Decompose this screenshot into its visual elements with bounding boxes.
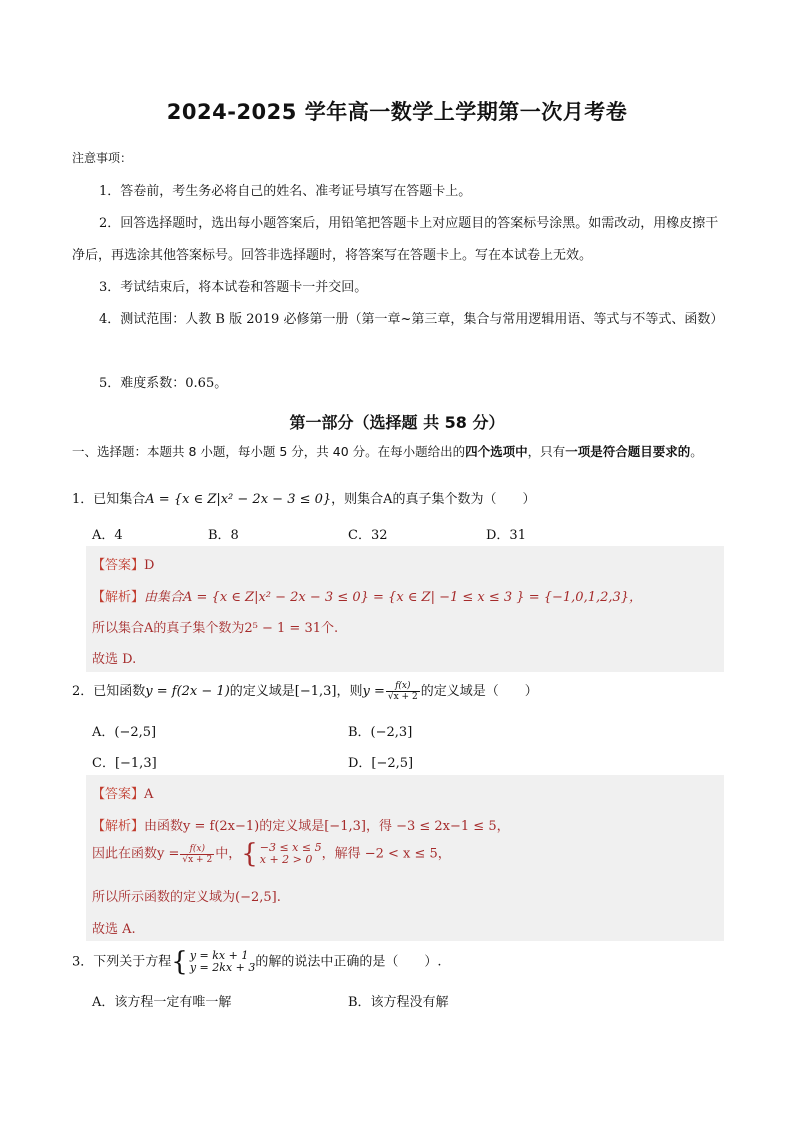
q1-analysis-2: 所以集合A的真子集个数为2⁵ − 1 = 31个. (92, 621, 339, 636)
section-title: 第一部分（选择题 共 58 分） (289, 413, 505, 432)
q2-analysis-4: 故选 A. (92, 922, 136, 937)
q2-analysis-1: 【解析】由函数y = f(2x−1)的定义域是[−1,3]，得 −3 ≤ 2x−1 ≤ 5， (92, 819, 510, 834)
q1-option-a: A．4 (92, 528, 123, 543)
notice-heading: 注意事项： (72, 151, 133, 165)
page-title: 2024-2025 学年高一数学上学期第一次月考卷 (166, 100, 628, 124)
notice-item-2: 2．回答选择题时，选出每小题答案后，用铅笔把答题卡上对应题目的答案标号涂黑。如需改动，用橡皮擦干净后，再选涂其他答案标号。回答非选择题时，将答案写在答题卡上。写在本试卷上无效。 (72, 216, 719, 263)
q1-option-d: D．31 (486, 528, 526, 543)
q2-option-c: C．[−1,3] (92, 756, 157, 771)
q2-option-b: B．(−2,3] (348, 725, 413, 740)
q1-answer: 【答案】D (92, 558, 155, 573)
q2-fraction: $\frac{f(x)}{√x + 2}$ (387, 681, 418, 702)
q1-option-c: C．32 (348, 528, 388, 543)
q3-option-b: B．该方程没有解 (348, 995, 449, 1010)
notice-item-3: 3．考试结束后，将本试卷和答题卡一并交回。 (99, 280, 368, 295)
question-2: 2．已知函数y = f(2x − 1)的定义域是[−1,3]，则y = $\frac{f(x)}{√x + 2}$ 的定义域是（ ） (72, 681, 538, 702)
q2-analysis-3: 所以所示函数的定义域为(−2,5]. (92, 890, 281, 905)
section-instruction: 一、选择题：本题共 8 小题，每小题 5 分，共 40 分。在每小题给出的四个选项中，只有一项是符合题目要求的。 (72, 444, 703, 459)
q2-analysis-2: 因此在函数y = $\frac{f(x)}{√x + 2}$ 中，{ −3 ≤ x ≤ 5 x + 2 > 0 ，解得 −2 < x ≤ 5， (92, 839, 451, 869)
q2-answer: 【答案】A (92, 787, 154, 802)
q1-analysis-1: 【解析】由集合A = {x ∈ Z|x² − 2x − 3 ≤ 0} = {x ∈ Z| −1 ≤ x ≤ 3 } = {−1,0,1,2,3}， (92, 590, 643, 605)
notice-item-4: 4．测试范围：人教 B 版 2019 必修第一册（第一章~第三章，集合与常用逻辑用语、等式与不等式、函数） (99, 312, 724, 327)
q3-equation-system: { y = kx + 1 y = 2kx + 3 (171, 947, 256, 977)
q2-inequality-system: { −3 ≤ x ≤ 5 x + 2 > 0 (241, 839, 322, 869)
notice-item-1: 1．答卷前，考生务必将自己的姓名、准考证号填写在答题卡上。 (99, 184, 472, 199)
q1-analysis-3: 故选 D. (92, 652, 137, 667)
notice-item-5: 5．难度系数：0.65。 (99, 376, 228, 391)
q1-option-b: B．8 (208, 528, 239, 543)
q2-option-d: D．[−2,5] (348, 756, 414, 771)
q2-option-a: A．(−2,5] (92, 725, 157, 740)
q1-answer-box (86, 546, 724, 672)
question-1: 1．已知集合A = {x ∈ Z|x² − 2x − 3 ≤ 0}，则集合A的真子集个数为（ ） (72, 492, 536, 507)
question-3: 3．下列关于方程{ y = kx + 1 y = 2kx + 3 的解的说法中正确的是（ ）. (72, 947, 442, 977)
q1-set: A = {x ∈ Z|x² − 2x − 3 ≤ 0} (145, 492, 332, 507)
q3-option-a: A．该方程一定有唯一解 (92, 995, 232, 1010)
